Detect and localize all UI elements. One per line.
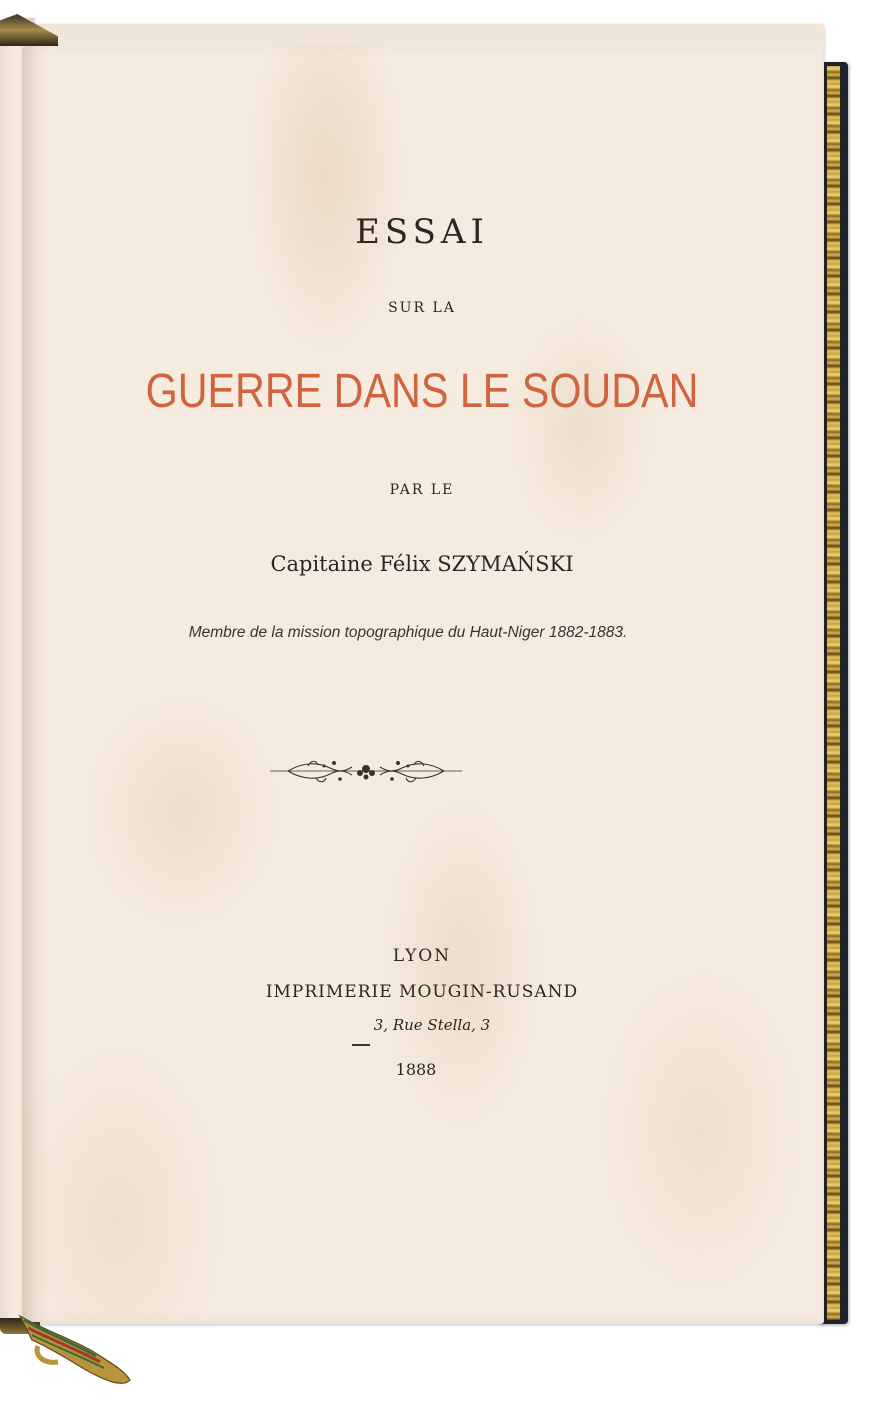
- imprint-city: LYON: [392, 946, 452, 966]
- floral-ornament-icon: [268, 754, 464, 788]
- author-role: Membre de la mission topographique du Haut-Niger 1882-1883.: [188, 624, 628, 641]
- imprint-address: 3, Rue Stella, 3: [373, 1016, 491, 1034]
- title-connector: SUR LA: [388, 300, 456, 316]
- imprint-year: 1888: [395, 1060, 437, 1079]
- title-subject: GUERRE DANS LE SOUDAN: [145, 365, 699, 418]
- imprint-printer: IMPRIMERIE MOUGIN-RUSAND: [265, 982, 579, 1002]
- ribbon-bookmark: [14, 1310, 144, 1390]
- author-by-line: PAR LE: [389, 482, 455, 498]
- gilt-turn-in-border: [826, 66, 841, 1320]
- title-page: [22, 46, 822, 1322]
- imprint-rule: [352, 1044, 370, 1046]
- title-heading: ESSAI: [355, 212, 489, 252]
- author-name: Capitaine Félix SZYMAŃSKI: [270, 552, 574, 576]
